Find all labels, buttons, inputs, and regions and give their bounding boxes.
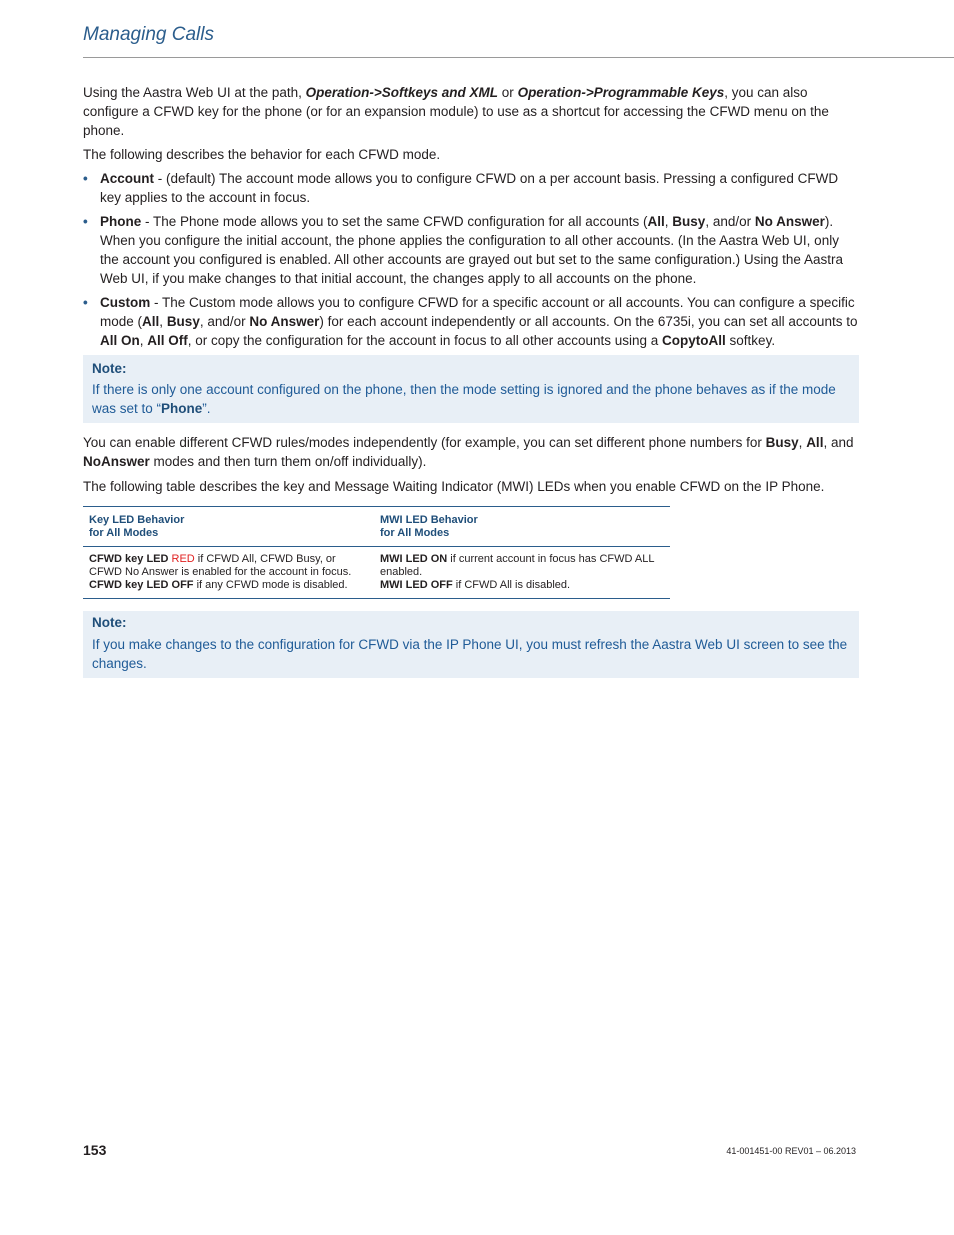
rules-text: You can enable different CFWD rules/modes independently (for example, you can set different phone numbers for — [83, 435, 766, 450]
term-busy: Busy — [672, 214, 706, 229]
menu-path-softkeys: Operation->Softkeys and XML — [305, 85, 499, 100]
term-busy: Busy — [166, 314, 200, 329]
led-behavior-table — [83, 506, 670, 599]
separator: , — [159, 314, 167, 329]
mode-custom-text-3: , or copy the configuration for the account in focus to all other accounts using a — [187, 333, 663, 348]
column-header-key-led: Key LED Behavior for All Modes — [83, 507, 374, 547]
led-red-text: RED — [171, 553, 195, 565]
cfwd-mode-list — [83, 169, 859, 350]
mode-phone-text: - The Phone mode allows you to set the same CFWD configuration for all accounts ( — [141, 214, 648, 229]
mode-custom-text-2: ) for each account independently or all accounts. On the 6735i, you can set all accounts to — [319, 314, 858, 329]
column-header-mwi-led: MWI LED Behavior for All Modes — [374, 507, 670, 547]
note-label: Note: — [92, 615, 127, 630]
note-box-refresh — [83, 611, 859, 678]
intro-text: Using the Aastra Web UI at the path, — [83, 85, 306, 100]
mwi-led-cell — [374, 547, 670, 599]
bullet-icon: • — [83, 214, 88, 229]
note-term-phone: Phone — [161, 401, 203, 416]
separator: , and/or — [199, 314, 250, 329]
separator: , — [664, 214, 673, 229]
note-text — [92, 380, 850, 418]
page-number: 153 — [83, 1142, 107, 1158]
note-end: ”. — [202, 401, 211, 416]
key-led-off-label: CFWD key LED OFF — [89, 579, 194, 591]
term-all-off: All Off — [147, 333, 188, 348]
key-led-off-text: if any CFWD mode is disabled. — [193, 579, 348, 591]
separator: , and — [823, 435, 854, 450]
note-box-single-account — [83, 355, 859, 423]
note-text: If you make changes to the configuration for CFWD via the IP Phone UI, you must refresh the Aastra Web UI screen to see the changes. — [92, 637, 848, 671]
mwi-led-on-label: MWI LED ON — [380, 553, 448, 565]
intro-paragraph — [83, 83, 859, 140]
table-header-row — [83, 507, 670, 547]
term-no-answer: No Answer — [754, 214, 825, 229]
mode-account-item — [83, 169, 859, 207]
bullet-icon: • — [83, 171, 88, 186]
rules-text-end: modes and then turn them on/off individually). — [149, 454, 427, 469]
mwi-led-on-text: if current account in focus has CFWD ALL enabled. — [380, 553, 655, 578]
term-all-on: All On — [100, 333, 140, 348]
mode-phone-label: Phone — [100, 214, 142, 229]
modes-intro: The following describes the behavior for each CFWD mode. — [83, 147, 441, 162]
rules-paragraph — [83, 433, 859, 471]
term-noanswer: NoAnswer — [83, 454, 150, 469]
table-row — [83, 547, 670, 599]
page-header-title: Managing Calls — [83, 24, 214, 45]
mode-custom-text: - The Custom mode allows you to configure CFWD for a specific account or all accounts. You can configure a specific mode ( — [100, 295, 855, 329]
mode-custom-text-end: softkey. — [725, 333, 776, 348]
separator: , and/or — [705, 214, 755, 229]
key-led-cell — [83, 547, 374, 599]
term-busy: Busy — [765, 435, 799, 450]
mode-phone-text-end: ). When you configure the initial account, the phone applies the configuration to all other accounts. (In the Aastra Web UI, only the account you configured is enabled. All other accounts are grayed out but set to the same configuration.) Using the Aastra Web UI, if you make changes to that initial account, the changes apply to all accounts on the phone. — [100, 214, 843, 286]
mode-custom-item — [83, 293, 859, 350]
note-body: If there is only one account configured on the phone, then the mode setting is ignored and the phone behaves as if the mode was set to “ — [92, 382, 836, 416]
document-id: 41-001451-00 REV01 – 06.2013 — [726, 1146, 856, 1156]
mode-phone-item — [83, 212, 859, 288]
intro-text-end: , you can also configure a CFWD key for the phone (or for an expansion module) to use as a shortcut for accessing the CFWD menu on the phone. — [83, 85, 829, 138]
note-label: Note: — [92, 361, 127, 376]
term-copytoall: CopytoAll — [662, 333, 726, 348]
mode-account-text: - (default) The account mode allows you to configure CFWD on a per account basis. Pressing a configured CFWD key applies to the account in focus. — [100, 171, 839, 205]
separator: , — [139, 333, 148, 348]
bullet-icon: • — [83, 295, 88, 310]
mwi-led-off-text: if CFWD All is disabled. — [452, 579, 571, 591]
intro-or: or — [498, 85, 518, 100]
term-no-answer: No Answer — [249, 314, 320, 329]
separator: , — [798, 435, 807, 450]
mode-account-label: Account — [100, 171, 154, 186]
key-led-on-label: CFWD key LED — [89, 553, 172, 565]
key-led-on-text: if CFWD All, CFWD Busy, or CFWD No Answer is enabled for the account in focus. — [89, 553, 352, 578]
mwi-led-off-label: MWI LED OFF — [380, 579, 453, 591]
header-divider — [83, 57, 954, 58]
term-all: All — [142, 314, 160, 329]
table-intro: The following table describes the key and Message Waiting Indicator (MWI) LEDs when you enable CFWD on the IP Phone. — [83, 479, 825, 494]
menu-path-programmable-keys: Operation->Programmable Keys — [517, 85, 725, 100]
term-all: All — [647, 214, 665, 229]
term-all: All — [806, 435, 824, 450]
mode-custom-label: Custom — [100, 295, 151, 310]
page-body — [83, 83, 859, 688]
